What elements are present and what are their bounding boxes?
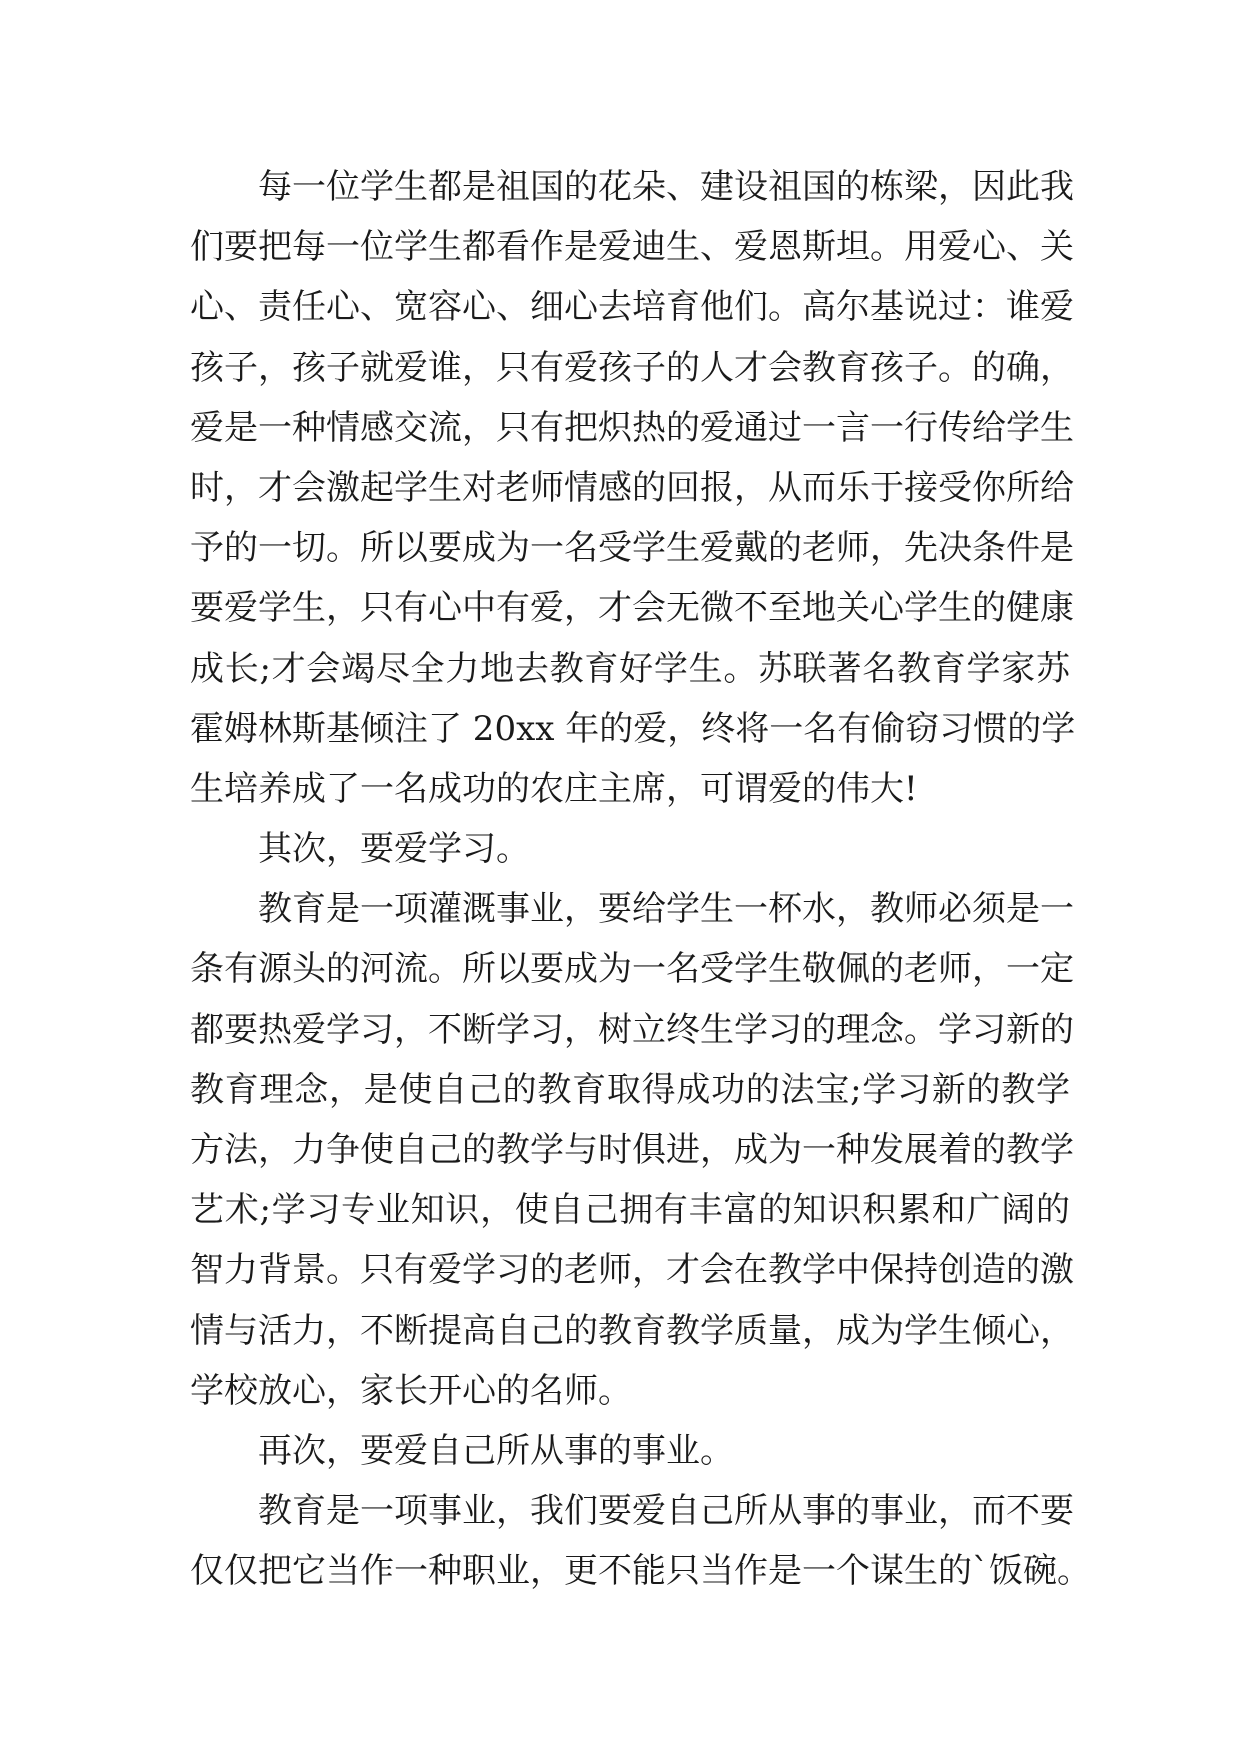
text-line: 生培养成了一名成功的农庄主席，可谓爱的伟大! (190, 768, 918, 809)
text-line: 条有源头的河流。所以要成为一名受学生敬佩的老师，一定 (190, 949, 1074, 990)
text-line: 都要热爱学习，不断学习，树立终生学习的理念。学习新的 (190, 1009, 1074, 1050)
text-line: 教育是一项灌溉事业，要给学生一杯水，教师必须是一 (258, 889, 1074, 930)
text-line: 霍姆林斯基倾注了 20xx 年的爱，终将一名有偷窃习惯的学 (190, 708, 1076, 749)
text-line: 智力背景。只有爱学习的老师，才会在教学中保持创造的激 (190, 1250, 1074, 1291)
text-line: 教育是一项事业，我们要爱自己所从事的事业，而不要 (258, 1491, 1074, 1532)
text-line: 仅仅把它当作一种职业，更不能只当作是一个谋生的`饭碗。 (190, 1551, 1091, 1592)
text-line: 学校放心，家长开心的名师。 (190, 1370, 632, 1411)
text-line: 成长;才会竭尽全力地去教育好学生。苏联著名教育学家苏 (190, 648, 1071, 689)
section-heading: 其次，要爱学习。 (258, 829, 530, 870)
text-line: 们要把每一位学生都看作是爱迪生、爱恩斯坦。用爱心、关 (190, 227, 1074, 268)
document-body (190, 157, 1091, 1602)
section-heading: 再次，要爱自己所从事的事业。 (258, 1430, 734, 1471)
text-line: 爱是一种情感交流，只有把炽热的爱通过一言一行传给学生 (190, 407, 1074, 448)
text-line: 心、责任心、宽容心、细心去培育他们。高尔基说过：谁爱 (190, 287, 1074, 328)
text-line: 教育理念，是使自己的教育取得成功的法宝;学习新的教学 (190, 1069, 1070, 1110)
text-line: 要爱学生，只有心中有爱，才会无微不至地关心学生的健康 (190, 588, 1074, 629)
text-line: 每一位学生都是祖国的花朵、建设祖国的栋梁，因此我 (258, 167, 1074, 207)
text-line: 情与活力，不断提高自己的教育教学质量，成为学生倾心， (190, 1310, 1074, 1351)
text-line: 艺术;学习专业知识，使自己拥有丰富的知识积累和广阔的 (190, 1190, 1071, 1231)
text-line: 孩子，孩子就爱谁，只有爱孩子的人才会教育孩子。的确， (190, 347, 1074, 388)
text-line: 方法，力争使自己的教学与时俱进，成为一种发展着的教学 (190, 1130, 1074, 1170)
text-line: 予的一切。所以要成为一名受学生爱戴的老师，先决条件是 (190, 528, 1074, 569)
text-line: 时，才会激起学生对老师情感的回报，从而乐于接受你所给 (190, 467, 1074, 508)
